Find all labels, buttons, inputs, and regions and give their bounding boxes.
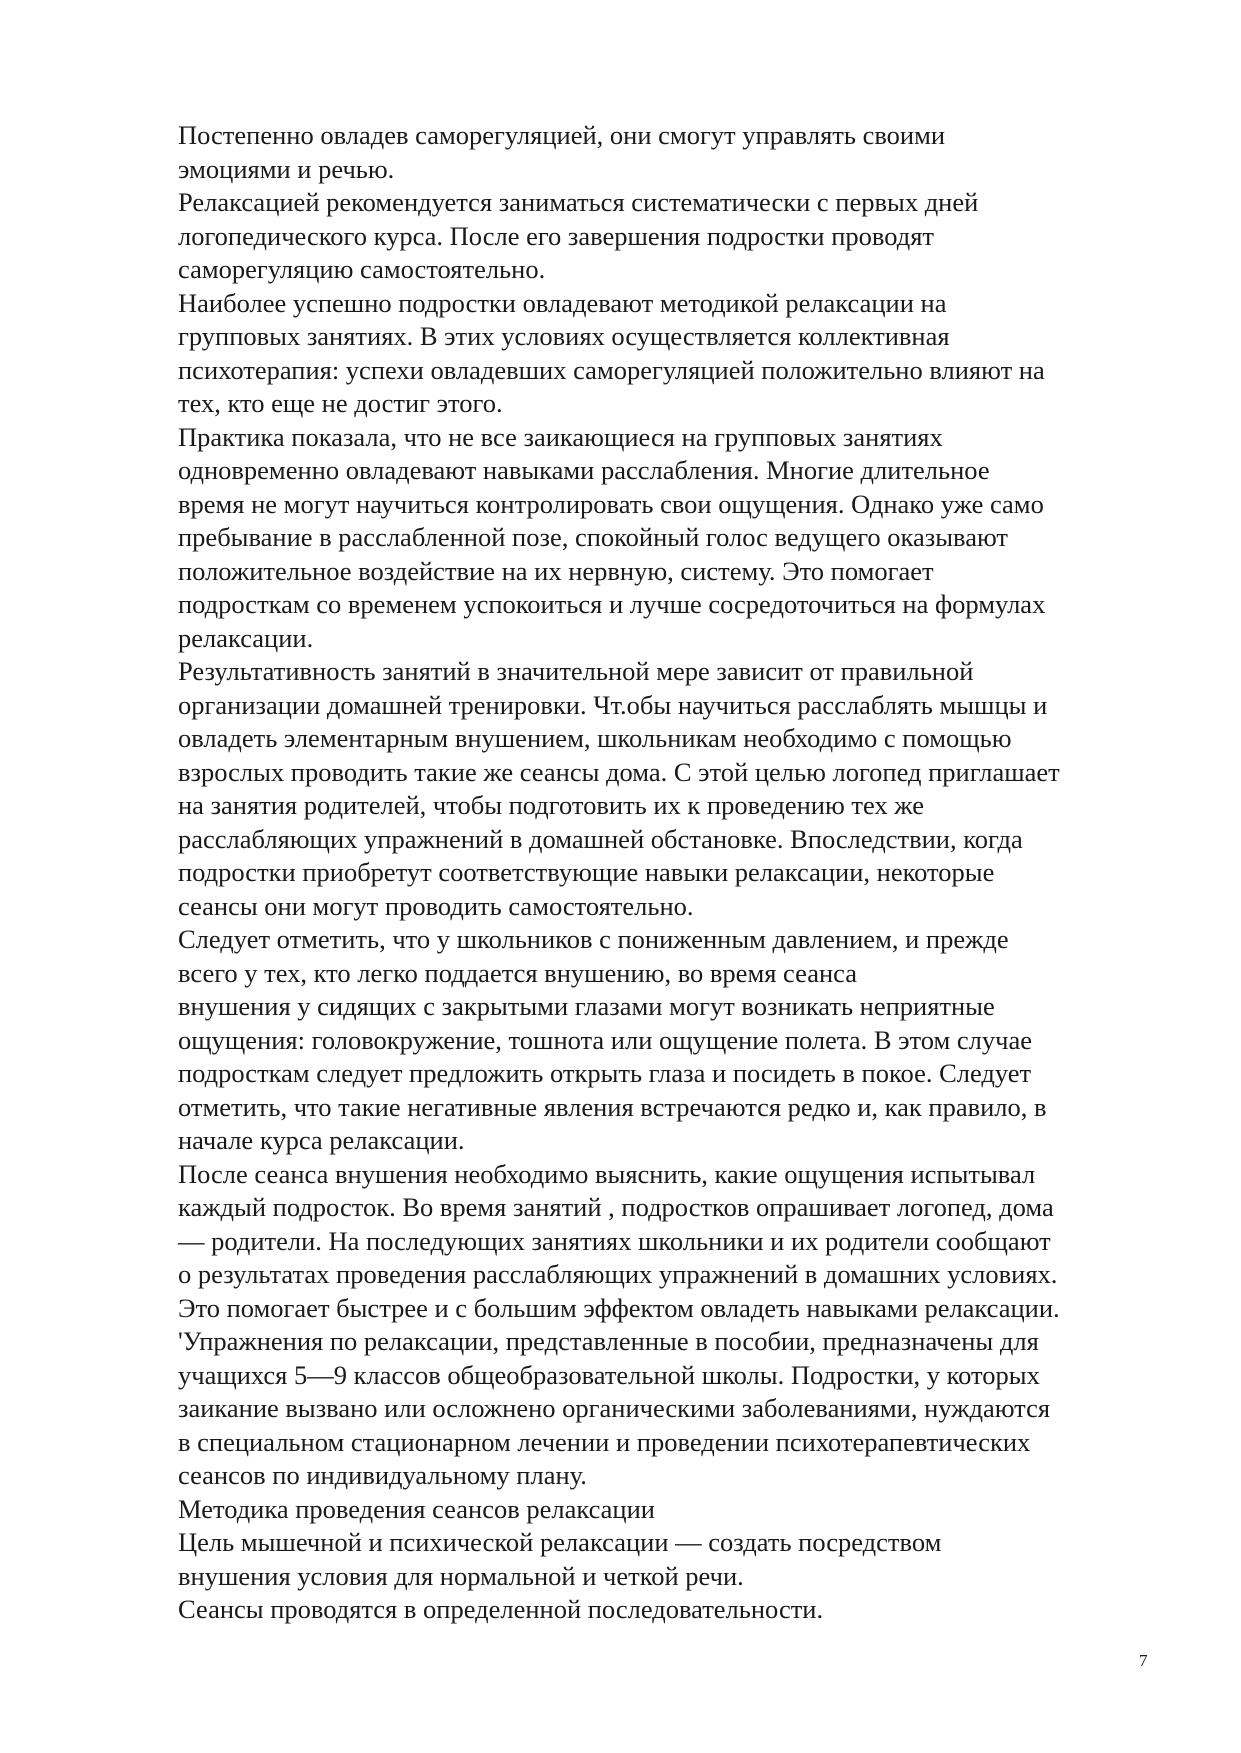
text-line: Это помогает быстрее и с большим эффектом овладеть навыками релаксации. xyxy=(178,1292,1060,1323)
text-line: 'Упражнения по релаксации, представленные в пособии, предназначены для xyxy=(178,1326,1039,1356)
text-line: всего у тех, кто легко поддается внушению, во время сеанса xyxy=(178,957,857,988)
text-line: логопедического курса. После его завершения подростки проводят xyxy=(178,220,934,251)
text-line: положительное воздействие на их нервную, систему. Это помогает xyxy=(178,555,934,586)
text-line: После сеанса внушения необходимо выяснить, какие ощущения испытывал xyxy=(178,1158,1036,1189)
text-line: овладеть элементарным внушением, школьникам необходимо с помощью xyxy=(178,723,1012,753)
text-line: подростки приобретут соответствующие навыки релаксации, некоторые xyxy=(178,857,995,887)
text-line: психотерапия: успехи овладевших саморегуляцией положительно влияют на xyxy=(178,354,1045,385)
text-line: Цель мышечной и психической релаксации — создать посредством xyxy=(178,1527,942,1557)
text-line: взрослых проводить такие же сеансы дома. С этой целью логопед приглашает xyxy=(178,756,1060,787)
text-line: саморегуляцию самостоятельно. xyxy=(178,254,546,284)
text-line: — родители. На последующих занятиях школьники и их родители сообщают xyxy=(178,1225,1051,1256)
text-line: на занятия родителей, чтобы подготовить их к проведению тех же xyxy=(178,790,924,820)
text-line: Постепенно овладев саморегуляцией, они смогут управлять своими xyxy=(178,120,946,150)
text-line: групповых занятиях. В этих условиях осуществляется коллективная xyxy=(178,321,950,351)
text-line: заикание вызвано или осложнено органическими заболеваниями, нуждаются xyxy=(178,1393,1051,1423)
text-line: учащихся 5—9 классов общеобразовательной школы. Подростки, у которых xyxy=(178,1359,1040,1390)
text-line: релаксации. xyxy=(178,622,314,653)
text-line: Наиболее успешно подростки овладевают методикой релаксации на xyxy=(178,287,947,318)
text-line: подросткам со временем успокоиться и лучше сосредоточиться на формулах xyxy=(178,589,1046,619)
text-line: Практика показала, что не все заикающиеся на групповых занятиях xyxy=(178,421,943,452)
text-line: тех, кто еще не достиг этого. xyxy=(178,388,503,418)
text-line: Методика проведения сеансов релаксации xyxy=(178,1493,655,1524)
text-line: Результативность занятий в значительной мере зависит от правильной xyxy=(178,656,974,686)
text-line: эмоциями и речью. xyxy=(178,153,395,184)
text-line: отметить, что такие негативные явления встречаются редко и, как правило, в xyxy=(178,1091,1047,1122)
text-line: пребывание в расслабленной позе, спокойный голос ведущего оказывают xyxy=(178,522,1009,552)
text-line: Релаксацией рекомендуется заниматься систематически с первых дней xyxy=(178,187,979,217)
text-line: расслабляющих упражнений в домашней обстановке. Впоследствии, когда xyxy=(178,823,1023,854)
text-line: Следует отметить, что у школьников с пониженным давлением, и прежде xyxy=(178,924,1009,954)
body-text xyxy=(178,119,1168,1627)
text-line: внушения у сидящих с закрытыми глазами могут возникать неприятные xyxy=(178,991,995,1021)
text-line: Сеансы проводятся в определенной последовательности. xyxy=(178,1594,824,1624)
text-line: время не могут научиться контролировать свои ощущения. Однако уже само xyxy=(178,488,1044,519)
text-line: каждый подросток. Во время занятий , подростков опрашивает логопед, дома xyxy=(178,1192,1054,1222)
text-line: одновременно овладевают навыками расслабления. Многие длительное xyxy=(178,455,990,485)
text-line: сеансы они могут проводить самостоятельно. xyxy=(178,890,694,921)
text-line: организации домашней тренировки. Чт.обы научиться расслаблять мышцы и xyxy=(178,689,1048,720)
text-line: внушения условия для нормальной и четкой речи. xyxy=(178,1560,744,1591)
text-line: ощущения: головокружение, тошнота или ощущение полета. В этом случае xyxy=(178,1024,1032,1055)
text-line: о результатах проведения расслабляющих упражнений в домашних условиях. xyxy=(178,1259,1058,1289)
text-line: начале курса релаксации. xyxy=(178,1125,465,1155)
text-line: сеансов по индивидуальному плану. xyxy=(178,1460,587,1490)
page-number: 7 xyxy=(1139,1651,1148,1670)
text-line: в специальном стационарном лечении и проведении психотерапевтических xyxy=(178,1426,1031,1457)
text-line: подросткам следует предложить открыть глаза и посидеть в покое. Следует xyxy=(178,1058,1032,1088)
